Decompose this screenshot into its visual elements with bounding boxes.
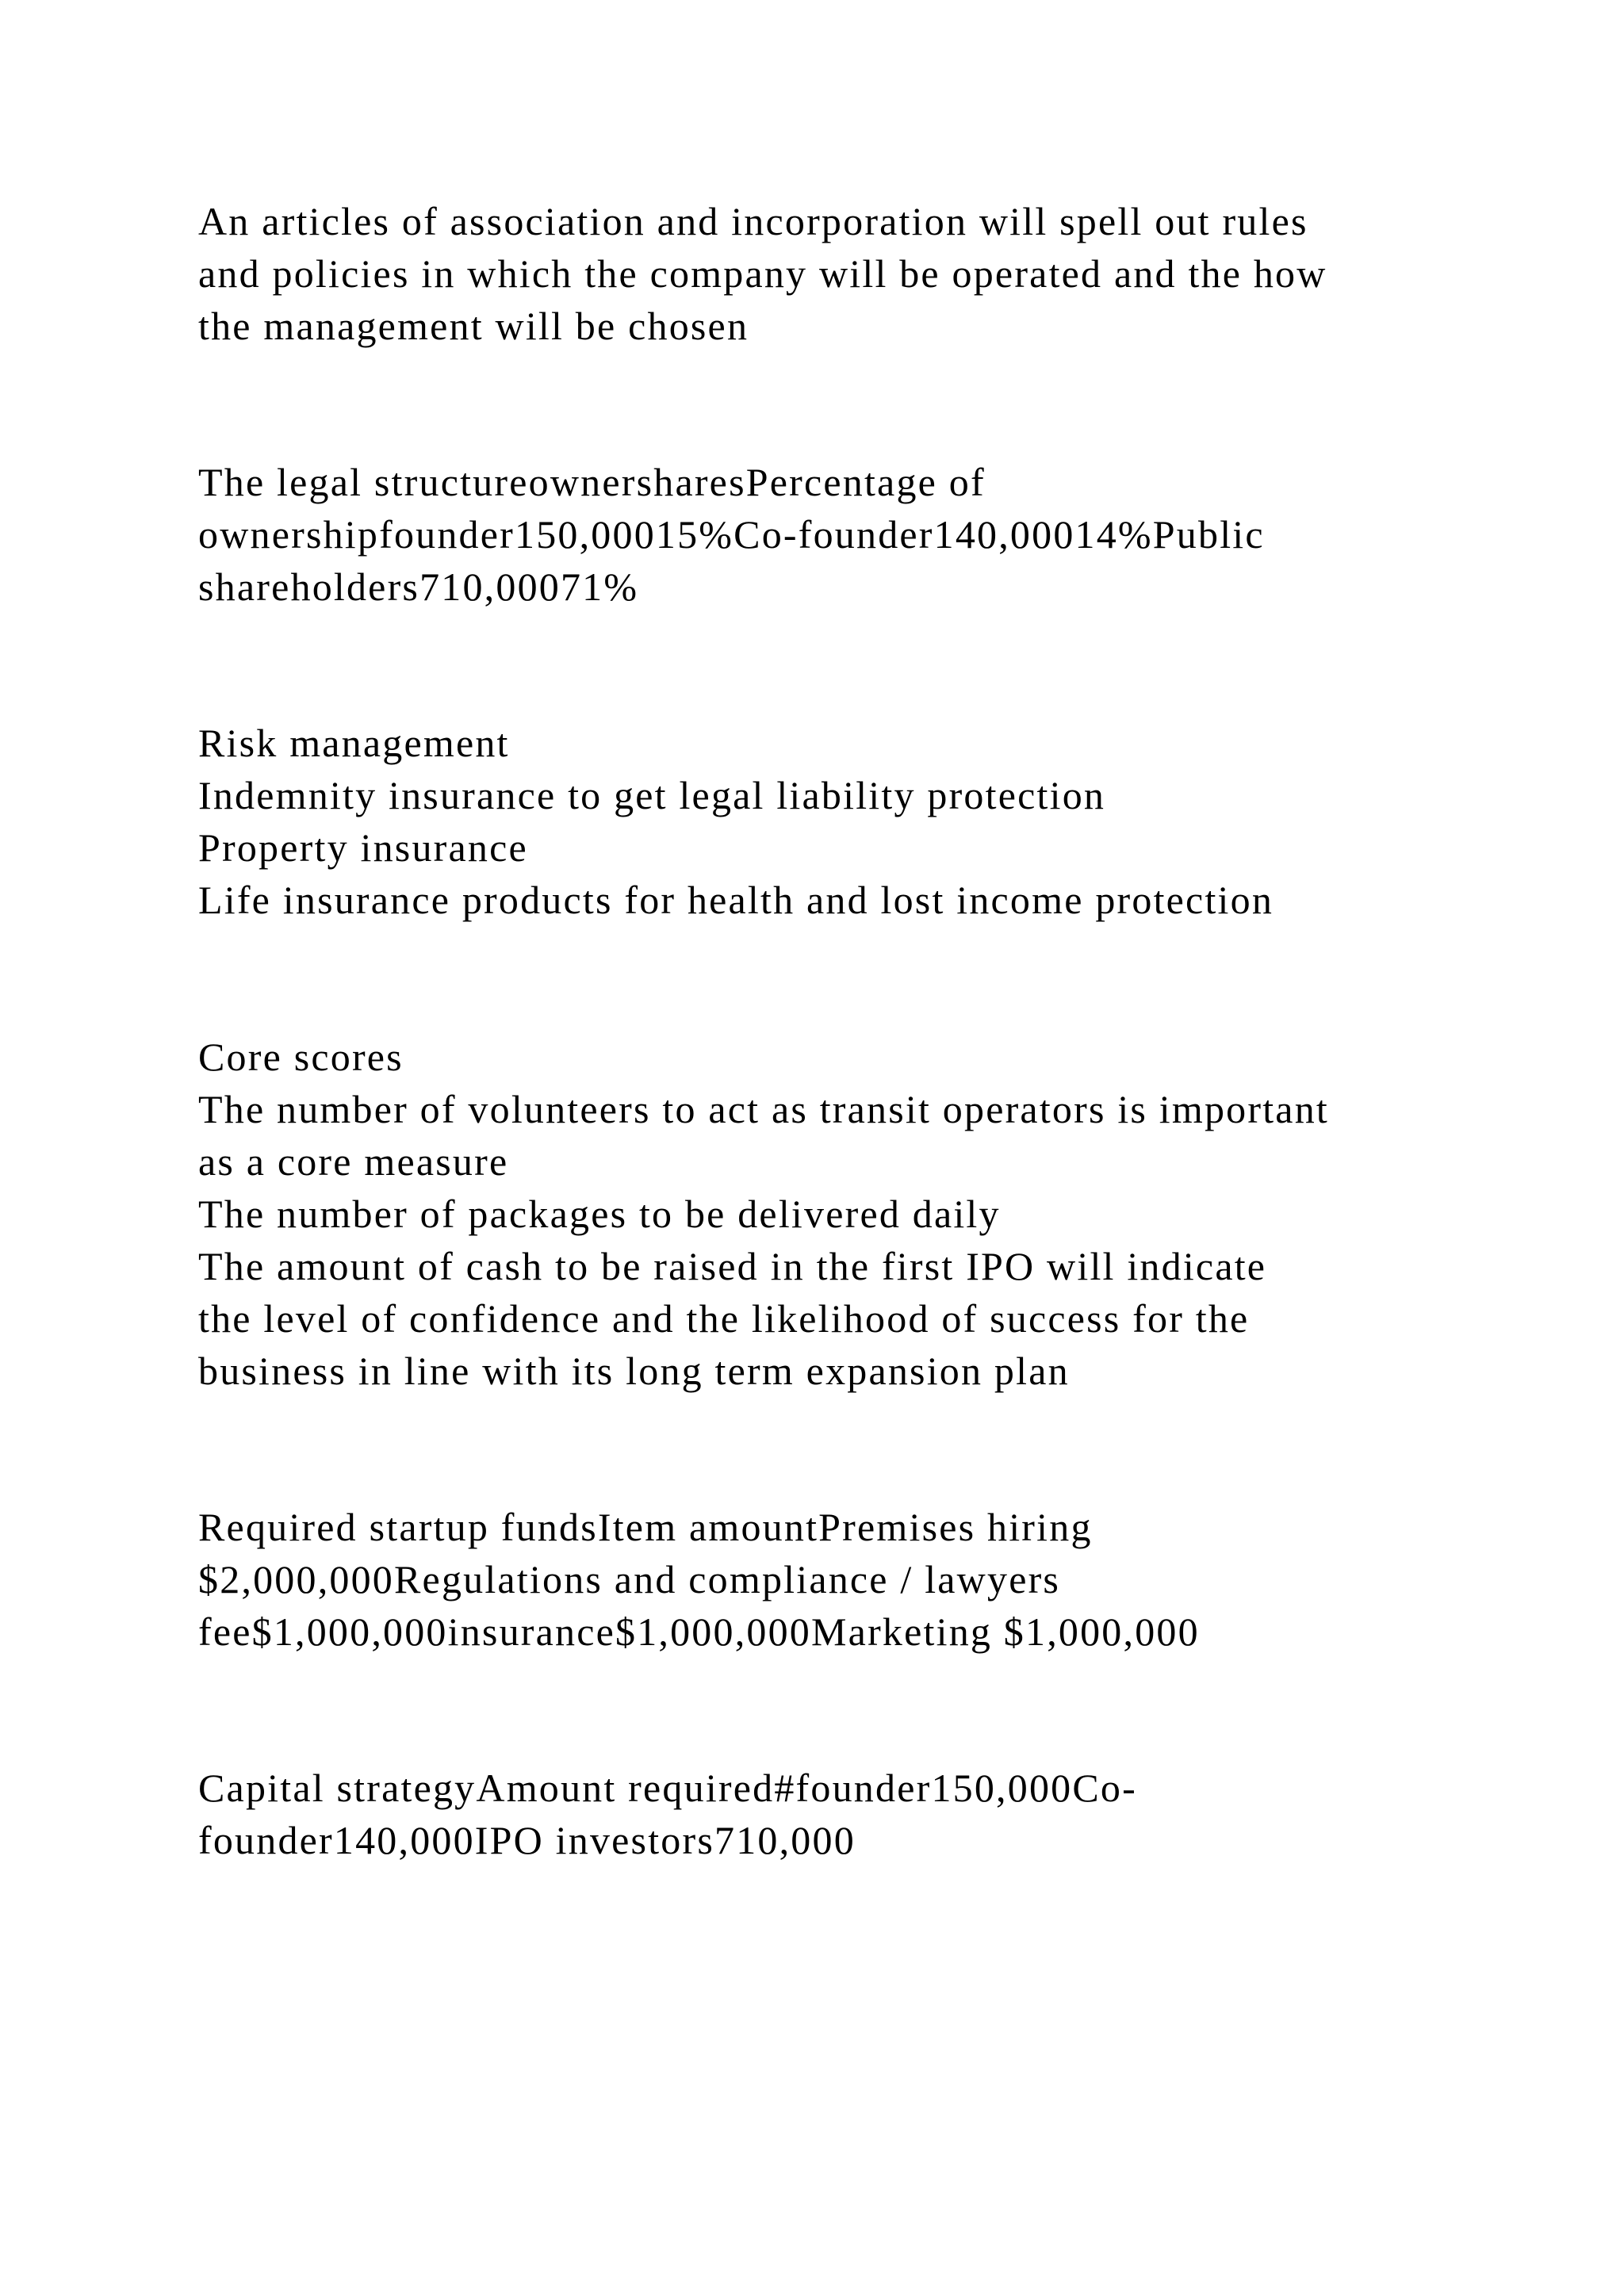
articles-line-2: and policies in which the company will be operated and the how xyxy=(198,251,1327,296)
legal-structure-line-1: The legal structureownersharesPercentage of xyxy=(198,460,986,504)
capital-strategy-line-1: Capital strategyAmount required#founder150,000Co- xyxy=(198,1766,1137,1810)
core-scores-line-2: as a core measure xyxy=(198,1139,509,1184)
core-scores-heading: Core scores xyxy=(198,1035,404,1079)
core-scores-line-1: The number of volunteers to act as transit operators is important xyxy=(198,1087,1329,1131)
risk-management-item-2: Property insurance xyxy=(198,825,528,870)
legal-structure-line-3: shareholders710,00071% xyxy=(198,564,639,609)
capital-strategy-line-2: founder140,000IPO investors710,000 xyxy=(198,1818,856,1862)
core-scores-line-3: The number of packages to be delivered daily xyxy=(198,1192,1001,1236)
startup-funds-line-1: Required startup fundsItem amountPremises hiring xyxy=(198,1505,1093,1549)
core-scores-line-6: business in line with its long term expansion plan xyxy=(198,1349,1070,1393)
startup-funds-line-2: $2,000,000Regulations and compliance / lawyers xyxy=(198,1557,1061,1601)
articles-line-1: An articles of association and incorporation will spell out rules xyxy=(198,199,1308,243)
risk-management-item-3: Life insurance products for health and lost income protection xyxy=(198,878,1274,922)
core-scores-line-4: The amount of cash to be raised in the first IPO will indicate xyxy=(198,1244,1267,1288)
risk-management-item-1: Indemnity insurance to get legal liability protection xyxy=(198,773,1106,817)
startup-funds-line-3: fee$1,000,000insurance$1,000,000Marketing $1,000,000 xyxy=(198,1609,1200,1654)
legal-structure-line-2: ownershipfounder150,00015%Co-founder140,00014%Public xyxy=(198,512,1265,557)
articles-line-3: the management will be chosen xyxy=(198,304,749,348)
risk-management-heading: Risk management xyxy=(198,721,510,765)
core-scores-line-5: the level of confidence and the likelihood of success for the xyxy=(198,1296,1250,1341)
